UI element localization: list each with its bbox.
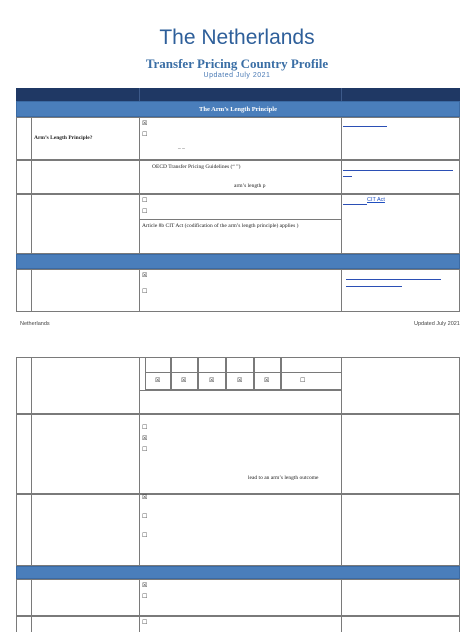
checkbox[interactable]: ☐: [300, 377, 306, 384]
header-divider: [139, 88, 140, 101]
document-title: The Netherlands: [159, 26, 315, 49]
reference-link[interactable]: [343, 126, 387, 127]
checkbox[interactable]: ☒: [142, 494, 148, 501]
table-cell: [139, 269, 342, 312]
checkbox[interactable]: ☐: [142, 446, 148, 453]
checkbox[interactable]: ☐: [142, 208, 148, 215]
table-cell: [139, 414, 342, 494]
table-cell: [16, 160, 32, 194]
reference-link[interactable]: [343, 176, 352, 177]
checkbox[interactable]: ☐: [142, 288, 148, 295]
reference-link[interactable]: [346, 286, 402, 287]
checkbox[interactable]: ☒: [142, 120, 148, 127]
table-cell: [16, 117, 32, 160]
table-cell: [139, 616, 342, 632]
grid-cell: [171, 357, 198, 390]
table-cell: [139, 494, 342, 566]
grid-cell: [254, 357, 281, 390]
table-cell: [139, 117, 342, 160]
section-band: [16, 566, 460, 579]
grid-cell: [281, 357, 342, 390]
table-cell: [16, 357, 32, 414]
table-cell: [16, 194, 32, 254]
checkbox[interactable]: ☐: [142, 424, 148, 431]
checkbox[interactable]: ☒: [142, 272, 148, 279]
checkbox[interactable]: ☐: [142, 197, 148, 204]
table-cell: [16, 616, 32, 632]
cit-act-link[interactable]: CIT Act: [367, 197, 385, 203]
table-cell: [16, 494, 32, 566]
checkbox[interactable]: ☐: [142, 593, 148, 600]
table-cell: [139, 390, 342, 414]
checkbox[interactable]: ☐: [142, 513, 148, 520]
document-subtitle: Transfer Pricing Country Profile: [145, 56, 329, 71]
section-band: [16, 254, 460, 269]
section-title: The Arm’s Length Principle: [199, 106, 277, 113]
section-band: [16, 101, 460, 117]
checkbox[interactable]: ☒: [155, 377, 161, 384]
reference-link[interactable]: [346, 279, 441, 280]
checkbox[interactable]: ☒: [142, 435, 148, 442]
grid-cell: [145, 357, 171, 390]
table-cell: [16, 579, 32, 616]
checkbox[interactable]: ☐: [142, 131, 148, 138]
reference-link[interactable]: [343, 204, 367, 205]
grid-row-divider: [145, 372, 342, 373]
table-cell: [16, 414, 32, 494]
dash-marks: – –: [178, 146, 185, 152]
checkbox[interactable]: ☒: [237, 377, 243, 384]
row-question: Arm’s Length Principle?: [34, 135, 93, 141]
updated-date: Updated July 2021: [203, 72, 271, 79]
arms-length-outcome-text: lead to an arm’s length outcome: [248, 475, 319, 481]
table-header-bar: [16, 88, 460, 101]
checkbox[interactable]: ☒: [142, 582, 148, 589]
cit-act-sub-text: Article 8b CIT Act (codification of the arm’s length principle) applies ): [142, 223, 299, 229]
footer-left: Netherlands: [20, 321, 50, 327]
guidelines-text: OECD Transfer Pricing Guidelines (“ ”): [152, 164, 241, 170]
checkbox[interactable]: ☒: [264, 377, 270, 384]
table-cell: [16, 269, 32, 312]
reference-link[interactable]: [343, 170, 453, 171]
grid-cell: [226, 357, 254, 390]
grid-cell: [198, 357, 226, 390]
checkbox[interactable]: ☐: [142, 619, 148, 626]
arms-length-text: arm’s length p: [234, 183, 266, 189]
footer-right: Updated July 2021: [414, 321, 460, 327]
checkbox[interactable]: ☒: [181, 377, 187, 384]
checkbox[interactable]: ☐: [142, 532, 148, 539]
checkbox[interactable]: ☒: [209, 377, 215, 384]
header-divider: [341, 88, 342, 101]
table-cell: [139, 579, 342, 616]
